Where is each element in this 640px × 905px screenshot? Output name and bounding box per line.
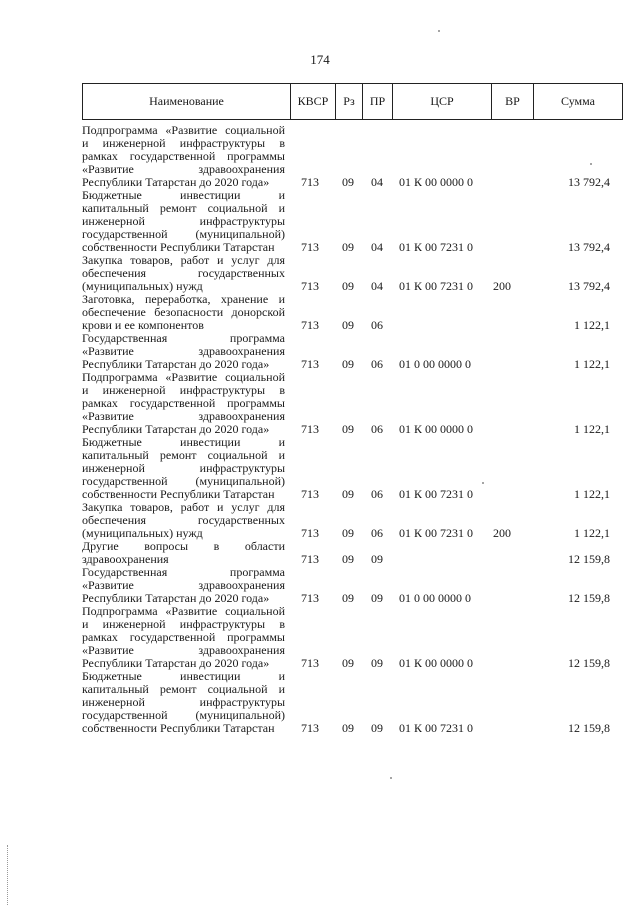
row-name-line: Подпрограмма «Развитие социальной — [82, 370, 285, 384]
row-pr: 06 — [371, 487, 383, 501]
row-csr: 01 К 00 7231 0 — [399, 526, 474, 540]
row-name-line: Бюджетные инвестиции и — [82, 669, 285, 683]
row-pr: 06 — [371, 318, 383, 332]
row-name-line: рамках государственной программы — [82, 149, 285, 163]
row-name — [82, 293, 285, 332]
row-name-line: «Развитие здравоохранения — [82, 643, 285, 657]
table-header — [82, 83, 623, 120]
row-name-line: Республики Татарстан до 2020 года» — [82, 656, 270, 670]
table-row — [0, 293, 640, 332]
row-name-line: обеспечение безопасности донорской — [82, 305, 285, 319]
table-row — [0, 436, 640, 501]
row-name-line: Другие вопросы в области — [82, 539, 285, 553]
scan-speck — [482, 482, 484, 484]
row-name-line: Государственная программа — [82, 565, 285, 579]
row-name-line: Закупка товаров, работ и услуг для — [82, 500, 285, 514]
row-name-line: Республики Татарстан до 2020 года» — [82, 175, 270, 189]
table-row — [0, 540, 640, 566]
page-number: 174 — [310, 52, 330, 67]
row-name-line: капитальный ремонт социальной и — [82, 448, 285, 462]
row-name — [82, 605, 285, 670]
row-kvsr: 713 — [301, 279, 319, 293]
row-kvsr: 713 — [301, 526, 319, 540]
row-name-line: собственности Республики Татарстан — [82, 487, 275, 501]
row-csr: 01 К 00 0000 0 — [399, 422, 474, 436]
row-name-line: «Развитие здравоохранения — [82, 162, 285, 176]
row-name-line: «Развитие здравоохранения — [82, 344, 285, 358]
scan-speck — [590, 163, 592, 165]
row-name-line: Государственная программа — [82, 331, 285, 345]
row-pr: 06 — [371, 422, 383, 436]
row-csr: 01 0 00 0000 0 — [399, 357, 471, 371]
row-csr: 01 К 00 7231 0 — [399, 279, 474, 293]
row-name — [82, 332, 285, 371]
scan-speck — [438, 30, 440, 32]
row-pr: 09 — [371, 721, 383, 735]
row-pr: 04 — [371, 175, 383, 189]
header-rz: Рз — [336, 84, 363, 120]
row-pr: 09 — [371, 656, 383, 670]
table-row — [0, 605, 640, 670]
table-row — [0, 254, 640, 293]
row-kvsr: 713 — [301, 357, 319, 371]
row-kvsr: 713 — [301, 240, 319, 254]
row-name-line: капитальный ремонт социальной и — [82, 682, 285, 696]
row-name — [82, 189, 285, 254]
row-name — [82, 670, 285, 735]
row-name-line: и инженерной инфраструктуры в — [82, 617, 285, 631]
row-name-line: «Развитие здравоохранения — [82, 409, 285, 423]
header-vr: ВР — [492, 84, 534, 120]
row-kvsr: 713 — [301, 552, 319, 566]
row-kvsr: 713 — [301, 656, 319, 670]
row-csr: 01 К 00 7231 0 — [399, 721, 474, 735]
row-name-line: крови и ее компонентов — [82, 318, 204, 332]
row-sum: 12 159,8 — [568, 721, 610, 735]
row-name — [82, 124, 285, 189]
row-name — [82, 540, 285, 566]
table-row — [0, 566, 640, 605]
row-sum: 13 792,4 — [568, 175, 610, 189]
row-name-line: и инженерной инфраструктуры в — [82, 136, 285, 150]
row-name — [82, 501, 285, 540]
row-pr: 04 — [371, 279, 383, 293]
table-row — [0, 670, 640, 735]
row-name-line: Заготовка, переработка, хранение и — [82, 292, 285, 306]
row-kvsr: 713 — [301, 175, 319, 189]
row-kvsr: 713 — [301, 721, 319, 735]
table-row — [0, 124, 640, 189]
row-name-line: Республики Татарстан до 2020 года» — [82, 422, 270, 436]
row-kvsr: 713 — [301, 591, 319, 605]
table-body — [0, 124, 640, 735]
header-kvsr: КВСР — [291, 84, 336, 120]
row-kvsr: 713 — [301, 487, 319, 501]
row-name-line: (муниципальных) нужд — [82, 526, 203, 540]
row-name-line: государственной (муниципальной) — [82, 474, 285, 488]
row-name-line: (муниципальных) нужд — [82, 279, 203, 293]
row-rz: 09 — [342, 175, 354, 189]
row-name-line: Республики Татарстан до 2020 года» — [82, 591, 270, 605]
row-rz: 09 — [342, 721, 354, 735]
row-pr: 06 — [371, 357, 383, 371]
row-csr: 01 К 00 0000 0 — [399, 656, 474, 670]
header-csr: ЦСР — [393, 84, 492, 120]
row-name-line: Республики Татарстан до 2020 года» — [82, 357, 270, 371]
row-name-line: обеспечения государственных — [82, 513, 285, 527]
row-name-line: государственной (муниципальной) — [82, 708, 285, 722]
row-pr: 06 — [371, 526, 383, 540]
row-name-line: Подпрограмма «Развитие социальной — [82, 604, 285, 618]
row-name-line: Бюджетные инвестиции и — [82, 188, 285, 202]
row-csr: 01 0 00 0000 0 — [399, 591, 471, 605]
row-vr: 200 — [493, 526, 511, 540]
row-sum: 12 159,8 — [568, 656, 610, 670]
row-csr: 01 К 00 7231 0 — [399, 487, 474, 501]
row-pr: 04 — [371, 240, 383, 254]
row-name-line: инженерной инфраструктуры — [82, 461, 285, 475]
row-sum: 1 122,1 — [574, 487, 610, 501]
row-rz: 09 — [342, 240, 354, 254]
row-name-line: собственности Республики Татарстан — [82, 721, 275, 735]
table-row — [0, 501, 640, 540]
header-pr: ПР — [363, 84, 393, 120]
row-kvsr: 713 — [301, 318, 319, 332]
row-name-line: Подпрограмма «Развитие социальной — [82, 123, 285, 137]
row-name-line: рамках государственной программы — [82, 630, 285, 644]
row-pr: 09 — [371, 552, 383, 566]
row-name-line: и инженерной инфраструктуры в — [82, 383, 285, 397]
table-row — [0, 371, 640, 436]
row-csr: 01 К 00 7231 0 — [399, 240, 474, 254]
row-name-line: здравоохранения — [82, 552, 169, 566]
row-sum: 1 122,1 — [574, 357, 610, 371]
row-rz: 09 — [342, 357, 354, 371]
row-rz: 09 — [342, 552, 354, 566]
row-name — [82, 371, 285, 436]
row-name-line: рамках государственной программы — [82, 396, 285, 410]
row-name-line: государственной (муниципальной) — [82, 227, 285, 241]
row-sum: 12 159,8 — [568, 591, 610, 605]
row-rz: 09 — [342, 591, 354, 605]
row-rz: 09 — [342, 318, 354, 332]
row-name — [82, 566, 285, 605]
row-vr: 200 — [493, 279, 511, 293]
row-name-line: обеспечения государственных — [82, 266, 285, 280]
row-sum: 13 792,4 — [568, 240, 610, 254]
row-sum: 1 122,1 — [574, 526, 610, 540]
row-rz: 09 — [342, 487, 354, 501]
row-rz: 09 — [342, 656, 354, 670]
row-name-line: инженерной инфраструктуры — [82, 214, 285, 228]
row-name-line: инженерной инфраструктуры — [82, 695, 285, 709]
row-kvsr: 713 — [301, 422, 319, 436]
table-row — [0, 332, 640, 371]
scan-speck — [390, 777, 392, 779]
row-sum: 12 159,8 — [568, 552, 610, 566]
row-rz: 09 — [342, 279, 354, 293]
table-row — [0, 189, 640, 254]
header-sum: Сумма — [534, 84, 623, 120]
header-name: Наименование — [83, 84, 291, 120]
row-name-line: собственности Республики Татарстан — [82, 240, 275, 254]
row-sum: 13 792,4 — [568, 279, 610, 293]
row-name — [82, 254, 285, 293]
row-sum: 1 122,1 — [574, 318, 610, 332]
row-rz: 09 — [342, 526, 354, 540]
row-csr: 01 К 00 0000 0 — [399, 175, 474, 189]
row-name-line: Закупка товаров, работ и услуг для — [82, 253, 285, 267]
row-pr: 09 — [371, 591, 383, 605]
scan-edge-marks — [7, 845, 10, 905]
row-name — [82, 436, 285, 501]
row-name-line: капитальный ремонт социальной и — [82, 201, 285, 215]
row-sum: 1 122,1 — [574, 422, 610, 436]
row-name-line: Бюджетные инвестиции и — [82, 435, 285, 449]
row-rz: 09 — [342, 422, 354, 436]
row-name-line: «Развитие здравоохранения — [82, 578, 285, 592]
